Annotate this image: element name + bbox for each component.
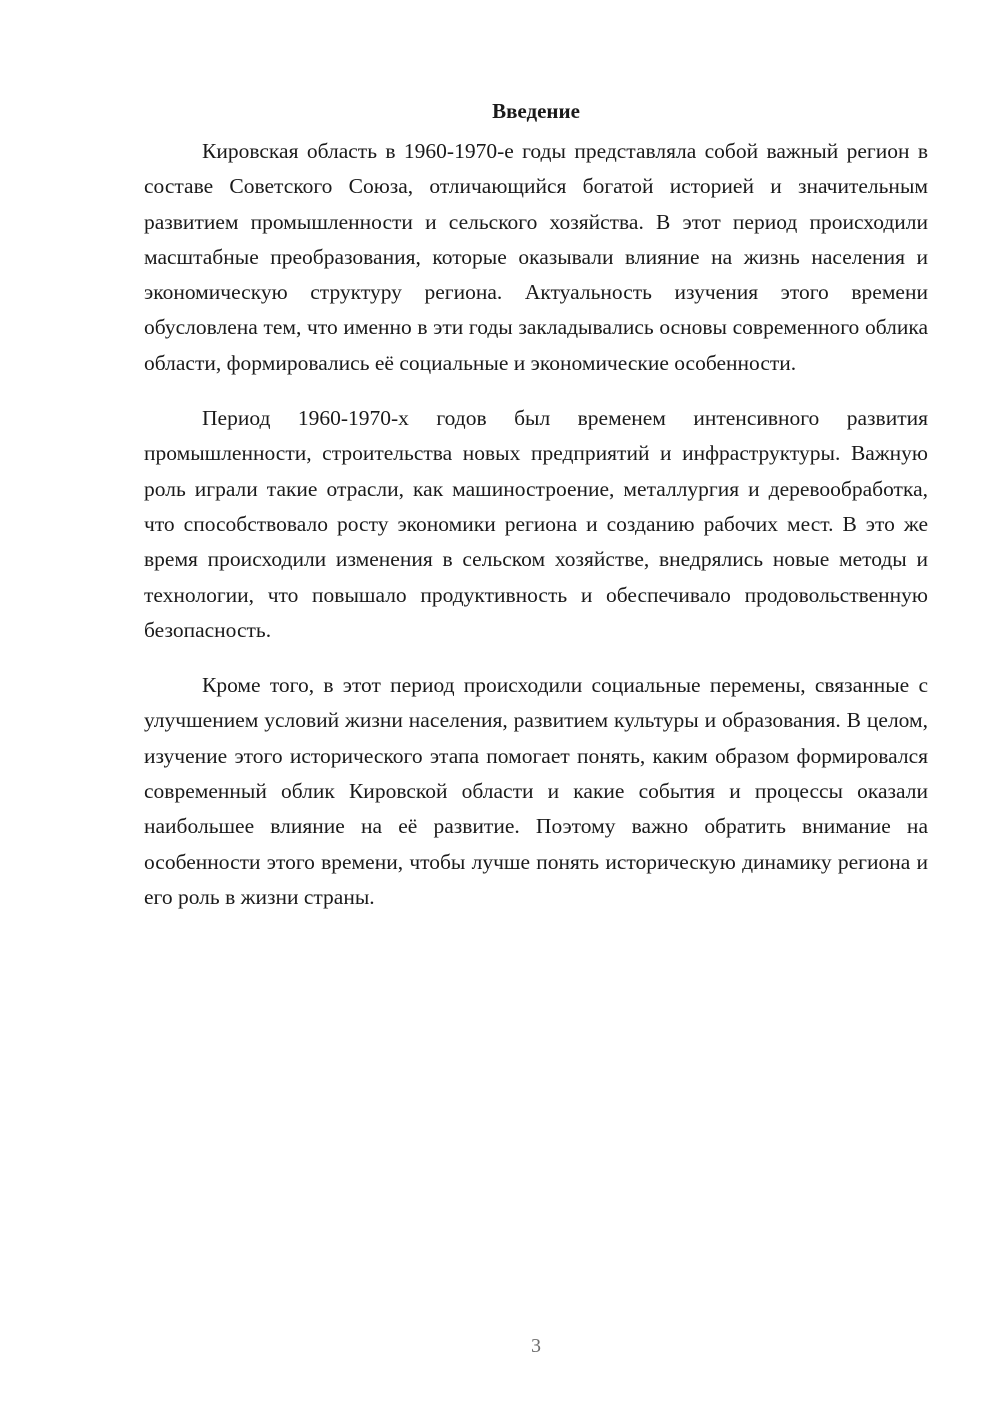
paragraph-1: Кировская область в 1960-1970-е годы представляла собой важный регион в составе Советского Союза, отличающийся богатой историей и значительным развитием промышленности и сельского хозяйства. В этот период происходили масштабные преобразования, которые оказывали влияние на жизнь населения и экономическую структуру региона. Актуальность изучения этого времени обусловлена тем, что именно в эти годы закладывались основы современного облика области, формировались её социальные и экономические особенности. xyxy=(144,139,928,375)
page-number: 3 xyxy=(531,1335,541,1357)
section-title: Введение xyxy=(492,99,580,123)
page-content xyxy=(144,96,928,935)
paragraph-3: Кроме того, в этот период происходили социальные перемены, связанные с улучшением условий жизни населения, развитием культуры и образования. В целом, изучение этого исторического этапа помогает понять, каким образом формировался современный облик Кировской области и какие события и процессы оказали наибольшее влияние на её развитие. Поэтому важно обратить внимание на особенности этого времени, чтобы лучше понять историческую динамику региона и его роль в жизни страны. xyxy=(144,673,928,909)
paragraph-2: Период 1960-1970-х годов был временем интенсивного развития промышленности, строительства новых предприятий и инфраструктуры. Важную роль играли такие отрасли, как машиностроение, металлургия и деревообработка, что способствовало росту экономики региона и созданию рабочих мест. В это же время происходили изменения в сельском хозяйстве, внедрялись новые методы и технологии, что повышало продуктивность и обеспечивало продовольственную безопасность. xyxy=(144,406,928,642)
